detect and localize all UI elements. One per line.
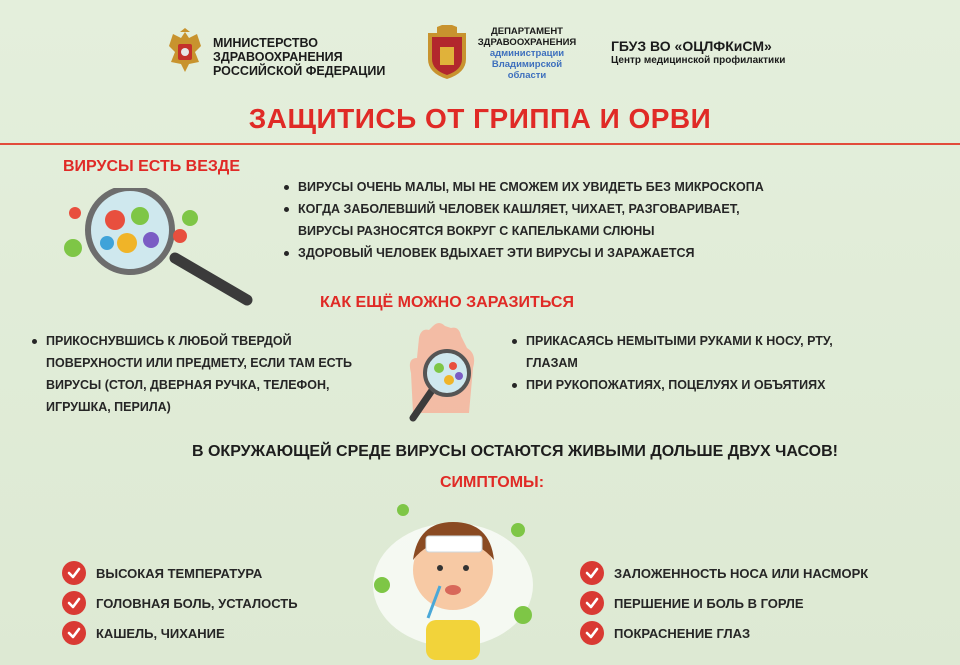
list-item-line: ВИРУСЫ РАЗНОСЯТСЯ ВОКРУГ С КАПЕЛЬКАМИ СЛЮНЫ <box>298 224 655 238</box>
ministry-line: РОССИЙСКОЙ ФЕДЕРАЦИИ <box>213 64 386 78</box>
department-admin-line: области <box>507 70 547 81</box>
list-item-line: ИГРУШКА, ПЕРИЛА) <box>46 400 171 414</box>
check-icon <box>62 591 86 615</box>
symptom-item <box>62 590 298 616</box>
org-subtitle: Центр медицинской профилактики <box>611 55 786 66</box>
organization <box>611 38 785 66</box>
department-line: ДЕПАРТАМЕНТ <box>491 26 563 37</box>
section1-list <box>282 176 802 264</box>
department-name <box>472 26 582 81</box>
list-item-line: ВИРУСЫ (СТОЛ, ДВЕРНАЯ РУЧКА, ТЕЛЕФОН, <box>46 378 330 392</box>
symptom-item <box>62 560 298 586</box>
page-title: ЗАЩИТИСЬ ОТ ГРИППА И ОРВИ <box>248 103 712 134</box>
symptom-label: ГОЛОВНАЯ БОЛЬ, УСТАЛОСТЬ <box>96 595 298 611</box>
section2-left-list <box>30 330 390 418</box>
list-item-line: ПРИКОСНУВШИСЬ К ЛЮБОЙ ТВЕРДОЙ <box>46 334 292 348</box>
ministry-name <box>213 36 385 78</box>
department-admin-line: Владимирской <box>491 59 563 70</box>
symptom-item <box>580 560 868 586</box>
list-item <box>510 330 890 374</box>
ministry-line: МИНИСТЕРСТВО <box>213 36 318 50</box>
check-icon <box>62 621 86 645</box>
russia-coat-of-arms-icon <box>167 28 203 74</box>
hand-virus-icon <box>393 318 493 423</box>
symptom-label: ПОКРАСНЕНИЕ ГЛАЗ <box>614 625 751 641</box>
org-name: ГБУЗ ВО «ОЦЛФКиСМ» <box>611 38 772 54</box>
symptom-item <box>62 620 298 646</box>
list-item-line: ГЛАЗАМ <box>526 356 578 370</box>
list-item-line: ПРИКАСАЯСЬ НЕМЫТЫМИ РУКАМИ К НОСУ, РТУ, <box>526 334 833 348</box>
ministry-line: ЗДРАВООХРАНЕНИЯ <box>213 50 343 64</box>
symptom-label: КАШЕЛЬ, ЧИХАНИЕ <box>96 625 225 641</box>
list-item <box>30 330 390 418</box>
check-icon <box>580 591 604 615</box>
list-item <box>282 198 802 242</box>
survival-note: В ОКРУЖАЮЩЕЙ СРЕДЕ ВИРУСЫ ОСТАЮТСЯ ЖИВЫМИ ДОЛЬШЕ ДВУХ ЧАСОВ! <box>191 443 839 460</box>
section-heading: КАК ЕЩЁ МОЖНО ЗАРАЗИТЬСЯ <box>320 294 574 311</box>
vladimir-coat-of-arms-icon <box>424 25 470 80</box>
title-divider <box>0 143 960 145</box>
section-heading: ВИРУСЫ ЕСТЬ ВЕЗДЕ <box>63 158 240 175</box>
list-item: ВИРУСЫ ОЧЕНЬ МАЛЫ, МЫ НЕ СМОЖЕМ ИХ УВИДЕТЬ БЕЗ МИКРОСКОПА <box>282 176 802 198</box>
symptoms-heading: СИМПТОМЫ: <box>440 474 545 491</box>
list-item-line: КОГДА ЗАБОЛЕВШИЙ ЧЕЛОВЕК КАШЛЯЕТ, ЧИХАЕТ, РАЗГОВАРИВАЕТ, <box>298 202 740 216</box>
symptoms-right-list <box>580 560 868 646</box>
sick-child-icon <box>368 490 538 660</box>
department-line: ЗДРАВООХРАНЕНИЯ <box>477 37 577 48</box>
list-item: ЗДОРОВЫЙ ЧЕЛОВЕК ВДЫХАЕТ ЭТИ ВИРУСЫ И ЗАРАЖАЕТСЯ <box>282 242 802 264</box>
symptom-label: ПЕРШЕНИЕ И БОЛЬ В ГОРЛЕ <box>614 595 804 611</box>
symptom-item <box>580 620 868 646</box>
check-icon <box>580 621 604 645</box>
section2-right-list <box>510 330 890 396</box>
list-item-line: ПОВЕРХНОСТИ ИЛИ ПРЕДМЕТУ, ЕСЛИ ТАМ ЕСТЬ <box>46 356 353 370</box>
symptom-item <box>580 590 868 616</box>
virus-magnifier-icon <box>55 188 255 308</box>
check-icon <box>62 561 86 585</box>
symptoms-left-list <box>62 560 298 646</box>
department-admin-line: администрации <box>489 48 565 59</box>
symptom-label: ВЫСОКАЯ ТЕМПЕРАТУРА <box>96 565 263 581</box>
list-item: ПРИ РУКОПОЖАТИЯХ, ПОЦЕЛУЯХ И ОБЪЯТИЯХ <box>510 374 890 396</box>
symptom-label: ЗАЛОЖЕННОСТЬ НОСА ИЛИ НАСМОРК <box>614 565 869 581</box>
check-icon <box>580 561 604 585</box>
